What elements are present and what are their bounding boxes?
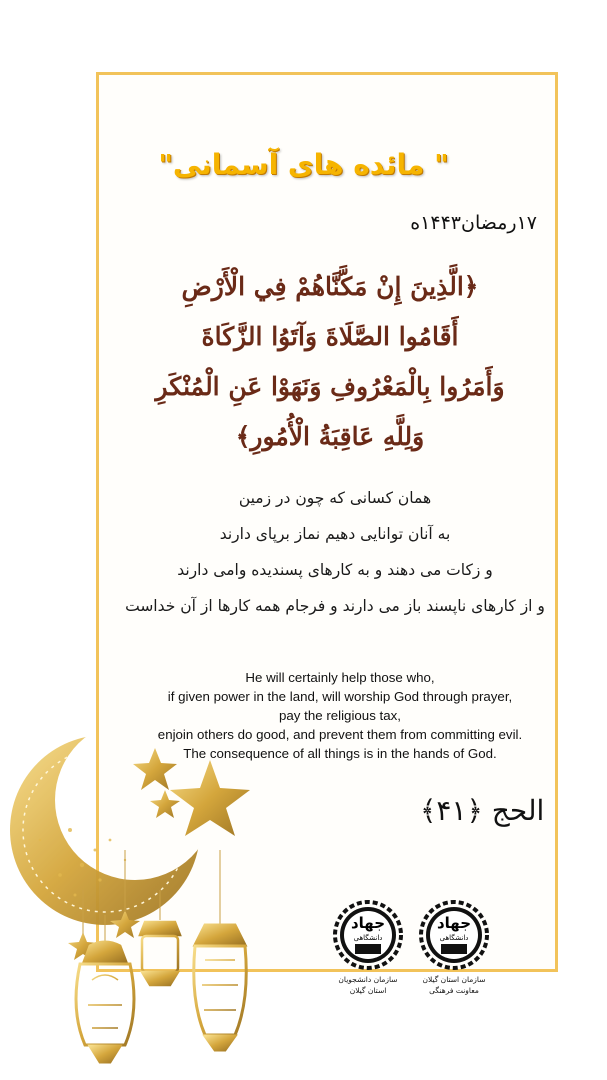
logo-caption: معاونت فرهنگی [429,986,479,995]
persian-line: و زکات می دهند و به کارهای پسندیده وامی دارند [177,561,493,579]
lantern-icon [140,922,180,985]
seal-subtext: دانشگاهی [439,934,469,942]
logo-caption: استان گیلان [349,986,387,995]
logo-caption: سازمان دانشجویان [338,975,398,984]
verse-line: وَأَمَرُوا بِالْمَعْرُوفِ وَنَهَوْا عَنِ الْمُنْكَرِ [155,372,505,401]
english-line: The consequence of all things is in the hands of God. [183,746,497,761]
crescent-moon-icon [10,735,200,925]
surah-reference: الحج ﴿۴۱﴾ [420,794,545,827]
verse-line: ﴿الَّذِينَ إِنْ مَكَّنَّاهُمْ فِي الْأَرْضِ [181,272,479,301]
persian-translation [120,480,550,624]
hijri-date: ۱۷رمضان۱۴۴۳ه [410,212,537,234]
verse-line: وَلِلَّهِ عَاقِبَةُ الْأُمُورِ﴾ [235,422,425,451]
logo-caption: سازمان استان گیلان [422,975,486,984]
persian-line: به آنان توانایی دهیم نماز برپای دارند [219,525,451,543]
english-line: pay the religious tax, [279,708,401,723]
lantern-icon [194,925,247,1050]
crescent-decoration [0,700,290,1080]
persian-line: و از کارهای ناپسند باز می دارند و فرجام همه کارها از آن خداست [125,597,545,615]
verse-line: أَقَامُوا الصَّلَاةَ وَآتَوُا الزَّكَاةَ [201,322,459,351]
seal-text: جهاد [350,914,386,932]
jahad-cultural-logo [414,900,494,996]
quran-verse [120,262,540,462]
jahad-student-logo [328,900,408,996]
persian-line: همان کسانی که چون در زمین [238,489,432,507]
english-line: enjoin others do good, and prevent them from committing evil. [157,727,523,742]
english-line: if given power in the land, will worship God through prayer, [167,689,513,704]
lantern-icon [76,942,134,1062]
seal-text: جهاد [436,914,472,932]
page-title: " مائده های آسمانی" [158,148,449,181]
seal-subtext: دانشگاهی [353,934,383,942]
english-line: He will certainly help those who, [245,670,435,685]
